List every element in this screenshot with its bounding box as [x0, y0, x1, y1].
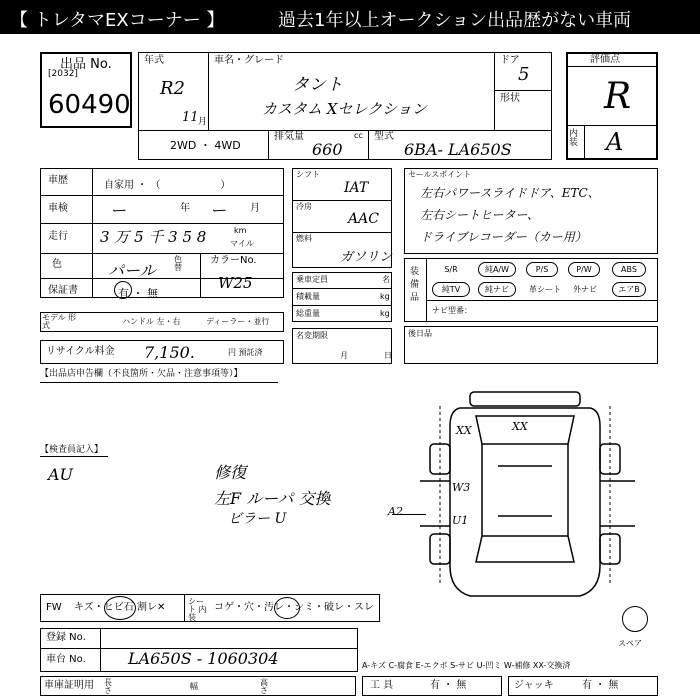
score-label: 評価点	[590, 54, 620, 65]
gross-weight-unit: kg	[380, 309, 390, 318]
garage-label: 車庫証明用	[44, 680, 94, 691]
ac-label: 冷房	[296, 202, 312, 211]
navi-type-label: ナビ型番：	[432, 306, 472, 315]
sales-point-1: 左右パワースライドドア、ETC、	[420, 186, 600, 200]
garage-length: 長さ	[104, 678, 112, 695]
inspection-month-unit: 月	[250, 203, 260, 214]
damage-legend: A-キズ C-腐食 E-エクボ S-サビ U-凹ミ W-補修 XX-交換済	[362, 661, 571, 670]
reg-no-label: 登録 No.	[46, 632, 86, 643]
diagram-mark-u1: U1	[452, 514, 469, 527]
registration-deadline-unit: 月	[340, 351, 348, 360]
year-label: 年式	[144, 55, 164, 66]
equip-sr: S/R	[444, 265, 458, 274]
fw-label: FW	[46, 602, 62, 613]
gross-weight-label: 総重量	[296, 309, 320, 318]
car-name: タント	[292, 75, 343, 95]
color-label: 色	[52, 259, 62, 270]
displacement-value: 660	[312, 140, 343, 159]
recycle-label: リサイクル料金	[46, 346, 115, 357]
chassis-label: 車台 No.	[46, 654, 86, 665]
diagram-mark-front-left: XX	[456, 424, 472, 437]
after-items-label: 後日品	[408, 329, 432, 338]
doors-label: ドア	[500, 55, 520, 66]
inspector-line-4: ビラー U	[228, 511, 287, 527]
notice-title: 過去1年以上オークション出品歴がない車両	[278, 10, 632, 31]
lot-sub: [2032]	[48, 69, 78, 79]
inspector-label: 【検査員記入】	[40, 445, 104, 455]
car-diagram	[410, 386, 660, 606]
inspection-mark-2: ー	[210, 201, 227, 220]
displacement-unit: cc	[354, 131, 363, 140]
equipment-label: 装備品	[410, 267, 420, 303]
color-code-label: カラーNo.	[210, 255, 257, 266]
equip-leather: 革シート	[529, 285, 561, 294]
spare-tire	[622, 606, 648, 632]
after-items-box	[404, 326, 658, 364]
fw-hibi-circle	[104, 596, 136, 620]
recycle-value: 7,150.	[144, 343, 195, 362]
year-month-unit: 月	[198, 117, 208, 127]
inspection-mark-1: ー	[110, 201, 127, 220]
inspection-year-unit: 年	[180, 203, 190, 214]
fw-seat-label: シート 内装	[188, 597, 207, 622]
car-label: 車名・グレード	[214, 55, 284, 66]
corner-title: 【 トレタマEXコーナー 】	[10, 10, 225, 31]
equip-tv: 純TV	[432, 282, 470, 297]
jack-value: 有 ・ 無	[582, 680, 619, 691]
warranty-value: 有 ・ 無	[118, 287, 158, 300]
tools-value: 有 ・ 無	[430, 680, 467, 691]
tools-label: 工 具	[370, 680, 394, 691]
model-value: 6BA- LA650S	[404, 140, 512, 159]
shape-label: 形状	[500, 93, 520, 104]
drive-label: 2WD ・ 4WD	[170, 139, 241, 152]
diagram-mark-front-right: XX	[512, 420, 528, 433]
history-label: 車歴	[48, 175, 68, 186]
inspector-line-2: 修復	[214, 463, 247, 482]
registration-deadline-unit2: 日	[384, 351, 392, 360]
inspector-line-3: 左F ルーパ 交換	[214, 489, 331, 508]
dealer-label: ディーラー・並行	[206, 317, 270, 326]
fw-items: キズ・ヒビ石 割レ✕	[74, 602, 166, 613]
fw-seat-items: コゲ・穴・汚レ・シミ・破レ・スレ	[214, 602, 374, 613]
capacity-label: 乗車定員	[296, 275, 328, 284]
spare-label: スペア	[618, 639, 642, 648]
equip-external-navi: 外ナビ	[573, 285, 597, 294]
diagram-mark-a2: A2	[388, 505, 403, 518]
jack-label: ジャッキ	[514, 680, 554, 691]
equip-navi: 純ナビ	[478, 282, 516, 297]
fw-yogore-circle	[274, 597, 300, 619]
diagram-mark-w3: W3	[452, 481, 471, 494]
garage-height: 高さ	[260, 678, 268, 695]
equip-airbag: エアB	[612, 282, 646, 297]
history-value: 自家用 ・ （ ）	[104, 180, 231, 191]
header-bar	[0, 0, 700, 34]
inspection-label: 車検	[48, 203, 68, 214]
model-label: 型式	[374, 131, 394, 142]
garage-width: 幅	[190, 682, 198, 691]
lot-box	[40, 52, 132, 128]
color-value: パール	[108, 261, 156, 280]
ac-value: AAC	[348, 211, 379, 227]
color-change: 色替	[174, 255, 182, 272]
year-value: R2	[160, 78, 186, 99]
interior-label: 内装	[569, 129, 579, 148]
year-month: 11	[182, 110, 199, 125]
shift-label: シフト	[296, 170, 320, 179]
fuel-value: ガソリン	[340, 250, 393, 265]
mileage-mile: マイル	[230, 239, 254, 248]
recycle-unit: 円 預託済	[228, 348, 263, 357]
interior-value: A	[606, 128, 624, 156]
capacity-unit: 名	[382, 275, 390, 284]
lot-label: 出品 No.	[60, 57, 112, 72]
sales-point-2: 左右シートヒーター、	[420, 208, 540, 222]
warranty-label: 保証書	[48, 285, 78, 296]
fuel-label: 燃料	[296, 234, 312, 243]
model-type-label: モデル 形式	[42, 313, 77, 330]
lot-number: 60490	[48, 90, 131, 120]
load-label: 積載量	[296, 292, 320, 301]
score-value: R	[604, 76, 632, 117]
handle-label: ハンドル 左・右	[122, 317, 181, 326]
registration-deadline-label: 名変期限	[296, 331, 328, 340]
equip-abs: ABS	[612, 262, 646, 277]
mileage-km: km	[234, 226, 247, 235]
equip-pw: P/W	[568, 262, 600, 277]
equip-ps: P/S	[526, 262, 558, 277]
mileage-label: 走行	[48, 231, 68, 242]
inspector-line-1: AU	[48, 465, 74, 484]
shift-value: IAT	[344, 180, 369, 196]
sales-point-3: ドライブレコーダー（カー用）	[420, 230, 587, 244]
load-unit: kg	[380, 292, 390, 301]
car-grade: カスタム Xセレクション	[262, 100, 427, 118]
sales-points-label: セールスポイント	[408, 170, 472, 179]
seller-notes-label: 【出品店申告欄（不良箇所・欠品・注意事項等）】	[40, 369, 243, 379]
mileage-value: 3 万 5 千 3 5 8	[100, 228, 207, 246]
warranty-circle	[114, 281, 132, 299]
color-code: W25	[218, 274, 253, 292]
equip-alloy: 純A/W	[478, 262, 516, 277]
chassis-value: LA650S - 1060304	[128, 649, 279, 668]
doors-value: 5	[518, 64, 530, 85]
displacement-label: 排気量	[274, 131, 304, 142]
